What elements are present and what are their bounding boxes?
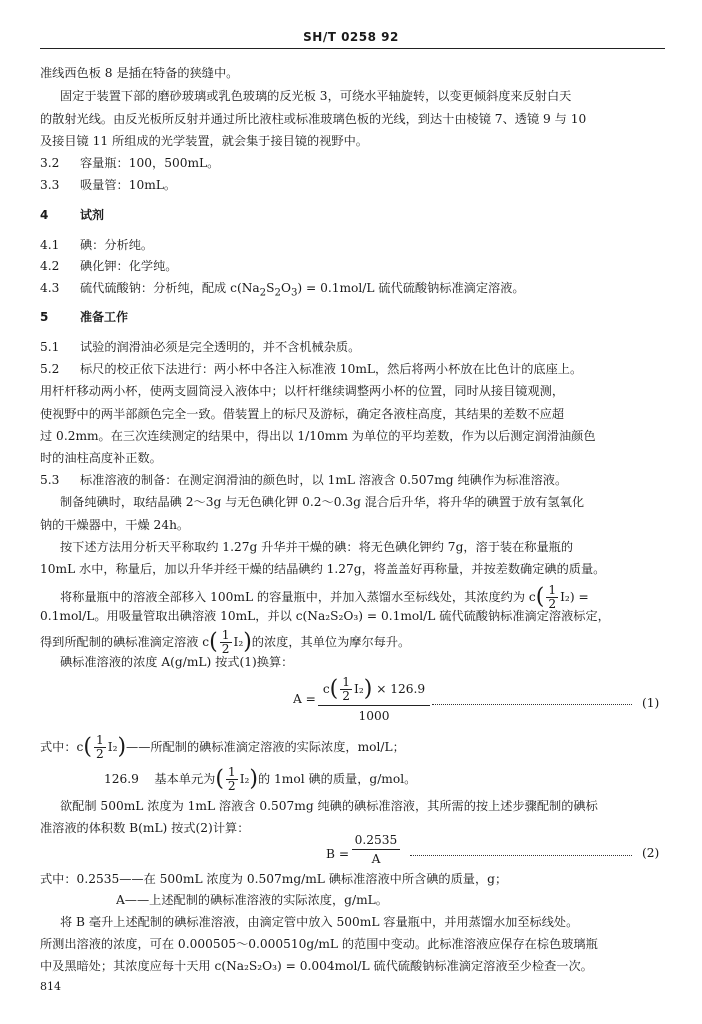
page-header: SH/T 0258 92 bbox=[303, 30, 399, 44]
clause-5-3 bbox=[40, 471, 665, 489]
denominator: 2 bbox=[548, 597, 557, 611]
paren-open: ( bbox=[535, 584, 545, 610]
text-line: 用杆杆移动两小杯，使两支圆筒浸入液体中；以杆杆继续调整两小杯的位置，同时从接目镜观测， bbox=[40, 384, 565, 398]
clause-text: 碘化钾：化学纯。 bbox=[80, 259, 178, 273]
text-line bbox=[40, 957, 665, 975]
clause-4-2 bbox=[40, 257, 665, 275]
clause-3-3 bbox=[40, 176, 665, 194]
text-part: 0.1mol/L。用吸量管取出碘溶液 10mL，并以 c(Na bbox=[40, 609, 326, 623]
section-4-heading bbox=[40, 206, 665, 224]
text-line: 10mL 水中，称量后，加以升华并经干燥的结晶碘约 1.27g，将盖盖好再称量，并按差数确定碘的质量。 bbox=[40, 562, 606, 576]
formula-2-numerator: 0.2535 bbox=[352, 832, 400, 850]
text-line: 准线西色板 8 是插在特备的狭缝中。 bbox=[40, 66, 239, 80]
clause-text: 吸量管：10mL。 bbox=[80, 178, 177, 192]
numerator: 1 bbox=[221, 629, 230, 642]
clause-number: 5.1 bbox=[40, 340, 60, 354]
section-number: 4 bbox=[40, 208, 49, 222]
numerator: 1 bbox=[342, 675, 351, 689]
clause-text: 试验的润滑油必须是完全透明的，并不含机械杂质。 bbox=[80, 340, 361, 354]
iodine-symbol: I₂ bbox=[560, 590, 570, 604]
where-line bbox=[104, 766, 664, 793]
text-line: 及接目镜 11 所组成的光学装置，就会集于接目镜的视野中。 bbox=[40, 134, 368, 148]
clause-text: ) = 0.1mol/L 硫代硫酸钠标准滴定溶液。 bbox=[297, 281, 525, 295]
subscript: 2 bbox=[274, 287, 281, 299]
text-part: 得到所配制的碘标准滴定溶液 c bbox=[40, 635, 210, 649]
paren-close: ) bbox=[249, 766, 258, 792]
clause-number: 5.3 bbox=[40, 473, 60, 487]
text-part: 基本单元为 bbox=[154, 772, 216, 786]
clause-3-2 bbox=[40, 154, 665, 172]
text-line: 固定于装置下部的磨砂玻璃或乳色玻璃的反光板 3，可绕水平轴旋转，以变更倾斜度来反射白天 bbox=[60, 89, 572, 103]
text-line: 的散射光线。由反光板所反射并通过所比液柱或标准玻璃色板的光线，到达十由棱镜 7、透镜 9 与 10 bbox=[40, 112, 587, 126]
text-line bbox=[40, 629, 665, 656]
clause-number: 5.2 bbox=[40, 362, 60, 376]
clause-text: O bbox=[280, 281, 291, 295]
fraction-half bbox=[226, 766, 238, 793]
clause-text: 标尺的校正依下法进行：两小杯中各注入标准液 10mL，然后将两小杯放在比色计的底座上。 bbox=[80, 362, 583, 376]
subscript: 2 bbox=[259, 287, 267, 299]
formula-1-fraction bbox=[318, 676, 430, 724]
where-line: A——上述配制的碘标准溶液的实际浓度，g/mL。 bbox=[116, 893, 388, 907]
subscript-group: ₂S₂O₃ bbox=[325, 609, 359, 623]
iodine-symbol: I₂ bbox=[233, 635, 244, 649]
section-title: 准备工作 bbox=[80, 310, 129, 324]
paren-open: ( bbox=[209, 629, 218, 655]
text-part: 126.9 bbox=[104, 772, 139, 786]
formula-1-lhs: A = bbox=[293, 692, 316, 706]
clause-number: 3.3 bbox=[40, 178, 60, 192]
clause-5-1 bbox=[40, 338, 665, 356]
paren-open: ( bbox=[215, 766, 224, 792]
equation-number: (2) bbox=[642, 846, 660, 860]
clause-number: 4.2 bbox=[40, 259, 60, 273]
formula-1-denominator: 1000 bbox=[358, 709, 390, 723]
text-line: 制备纯碘时，取结晶碘 2～3g 与无色碘化钾 0.2～0.3g 混合后升华，将升华的碘置于放有氢氧化 bbox=[60, 495, 585, 509]
subscript: 3 bbox=[290, 287, 298, 299]
clause-text: 碘：分析纯。 bbox=[80, 238, 154, 252]
where-line: 式中：0.2535——在 500mL 浓度为 0.507mg/mL 碘标准溶液中所含碘的质量，g； bbox=[40, 872, 508, 886]
text-line: 时的油柱高度补正数。 bbox=[40, 451, 162, 465]
section-number: 5 bbox=[40, 310, 49, 324]
text-line: 按下述方法用分析天平称取约 1.27g 升华并干燥的碘：将无色碘化钾约 7g，溶于装在称量瓶的 bbox=[60, 540, 574, 554]
clause-text: 标准溶液的制备：在测定润滑油的颜色时，以 1mL 溶液含 0.507mg 纯碘作为标准溶液。 bbox=[80, 473, 568, 487]
text-part: 中及黑暗处；其浓度应每十天用 c(Na bbox=[40, 959, 245, 973]
text-line: 使视野中的两半部颜色完全一致。借装置上的标尺及游标，确定各液柱高度，其结果的差数不应超 bbox=[40, 407, 565, 421]
clause-number: 4.3 bbox=[40, 281, 60, 295]
paren-close: ) bbox=[363, 676, 373, 702]
formula-1-numerator: c( $\frac{1}{2}$ I₂) × 126.9 bbox=[318, 676, 430, 706]
formula-2-denominator: A bbox=[371, 852, 381, 866]
formula-2-lhs: B = bbox=[326, 847, 350, 861]
clause-4-3 bbox=[40, 279, 665, 302]
fraction-half bbox=[220, 629, 232, 656]
fraction-half bbox=[94, 734, 106, 761]
text-part: ) = 0.1mol/L 硫代硫酸钠标准滴定溶液标定， bbox=[358, 609, 610, 623]
text-part: 的浓度，其单位为摩尔每升。 bbox=[251, 635, 411, 649]
numerator: 1 bbox=[227, 766, 236, 779]
text-part: ) = 0.004mol/L 硫代硫酸钠标准滴定溶液至少检查一次。 bbox=[277, 959, 593, 973]
text-line: 欲配制 500mL 浓度为 1mL 溶液含 0.507mg 纯碘的碘标准溶液，其所需的按上述步骤配制的碘标 bbox=[60, 799, 598, 813]
subscript-group: ₂S₂O₃ bbox=[244, 959, 278, 973]
paren-close: ) bbox=[243, 629, 252, 655]
text-part: 的 1mol 碘的质量，g/mol。 bbox=[257, 772, 417, 786]
denominator: 2 bbox=[221, 642, 230, 656]
paren-open: ( bbox=[329, 676, 339, 702]
text-part: 式中：c bbox=[40, 740, 84, 754]
clause-text: 硫代硫酸钠：分析纯，配成 c(Na bbox=[80, 281, 260, 295]
iodine-symbol: I₂ bbox=[107, 740, 118, 754]
denominator: 2 bbox=[227, 779, 236, 793]
numerator: 1 bbox=[548, 584, 557, 597]
text-line: 所测出溶液的浓度，可在 0.000505～0.000510g/mL 的范围中变动。此标准溶液应保存在棕色玻璃瓶 bbox=[40, 937, 598, 951]
text-part: ——所配制的碘标准滴定溶液的实际浓度，mol/L； bbox=[126, 740, 405, 754]
clause-5-2 bbox=[40, 360, 665, 378]
paren-close: ) bbox=[117, 734, 127, 760]
clause-text: S bbox=[266, 281, 275, 295]
leader-dots bbox=[432, 704, 632, 705]
text-line: 准溶液的体积数 B(mL) 按式(2)计算： bbox=[40, 821, 250, 835]
clause-text: 容量瓶：100，500mL。 bbox=[80, 156, 220, 170]
clause-number: 3.2 bbox=[40, 156, 60, 170]
text-part: 将称量瓶中的溶液全部移入 100mL 的容量瓶中，并加入蒸馏水至标线处，其浓度约为 c bbox=[60, 590, 536, 604]
page-number: 814 bbox=[40, 980, 61, 993]
clause-number: 4.1 bbox=[40, 238, 60, 252]
text-line bbox=[40, 607, 665, 625]
leader-dots bbox=[410, 855, 632, 856]
clause-4-1 bbox=[40, 236, 665, 254]
text-line: 碘标准溶液的浓度 A(g/mL) 按式(1)换算： bbox=[60, 655, 294, 669]
fraction-half bbox=[340, 676, 352, 703]
equation-number: (1) bbox=[642, 696, 660, 710]
iodine-symbol: I₂ bbox=[354, 682, 364, 696]
text-line: 钠的干燥器中，干燥 24h。 bbox=[40, 518, 190, 532]
formula-2-fraction bbox=[352, 832, 400, 867]
numerator: 1 bbox=[95, 734, 104, 747]
iodine-symbol: I₂ bbox=[239, 772, 250, 786]
text-part: ) = bbox=[569, 590, 589, 604]
text-line: 过 0.2mm。在三次连续测定的结果中，得出以 1/10mm 为单位的平均差数，作为以后测定润滑油颜色 bbox=[40, 429, 596, 443]
text-line: 将 B 毫升上述配制的碘标准溶液，由滴定管中放入 500mL 容量瓶中，并用蒸馏水加至标线处。 bbox=[60, 915, 579, 929]
paren-open: ( bbox=[83, 734, 92, 760]
numerator-value: × 126.9 bbox=[376, 682, 426, 696]
header-rule bbox=[40, 48, 665, 49]
section-5-heading bbox=[40, 308, 665, 326]
denominator: 2 bbox=[95, 747, 104, 761]
where-line bbox=[40, 734, 665, 761]
section-title: 试剂 bbox=[80, 208, 105, 222]
denominator: 2 bbox=[342, 689, 351, 703]
